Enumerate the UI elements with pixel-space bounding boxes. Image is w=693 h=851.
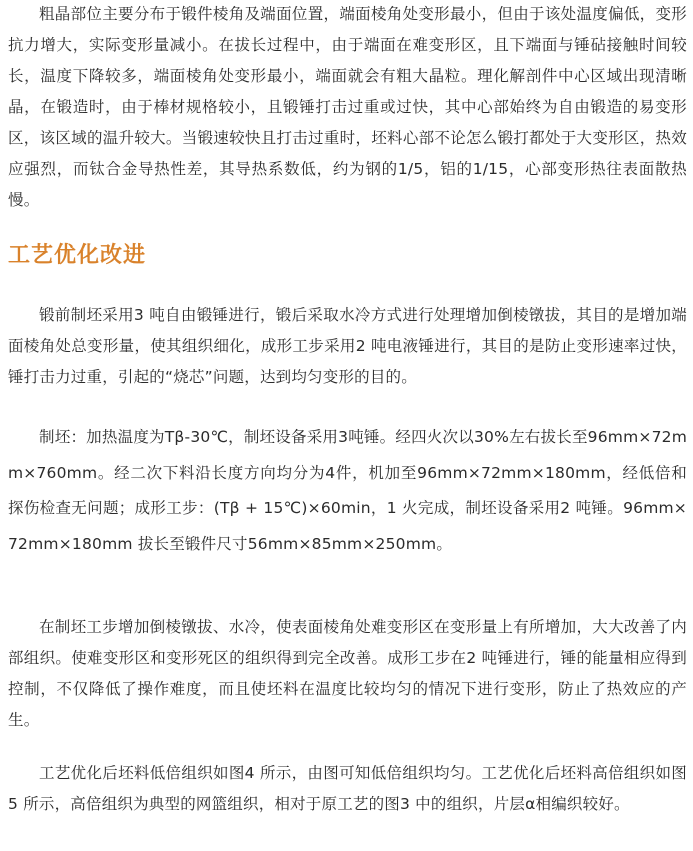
result-paragraph: 工艺优化后坯料低倍组织如图4 所示，由图可知低倍组织均匀。工艺优化后坯料高倍组织如图5 所示，高倍组织为典型的网篮组织，相对于原工艺的图3 中的组织，片层α相编织较好。 (8, 764, 687, 813)
improvement-paragraph: 在制坯工步增加倒棱镦拔、水冷，使表面棱角处难变形区在变形量上有所增加，大大改善了内部组织。使难变形区和变形死区的组织得到完全改善。成形工步在2 吨锤进行，锤的能量相应得到控制，不仅降低了操作难度，而且使坯料在温度比较均匀的情况下进行变形，防止了热效应的产生。 (8, 618, 687, 729)
intro-paragraph: 粗晶部位主要分布于锻件棱角及端面位置，端面棱角处变形最小，但由于该处温度偏低，变形抗力增大，实际变形量减小。在拔长过程中，由于端面在难变形区，且下端面与锤砧接触时间较长，温度下降较多，端面棱角处变形最小，端面就会有粗大晶粒。理化解剖件中心区域出现清晰晶，在锻造时，由于棒材规格较小，且锻锤打击过重或过快，其中心部始终为自由锻造的易变形区，该区域的温升较大。当锻速较快且打击过重时，坯料心部不论怎么锻打都处于大变形区，热效应强烈，而钛合金导热性差，其导热系数低，约为钢的1/5，铝的1/15，心部变形热往表面散热慢。 (8, 5, 687, 209)
billet-process-paragraph: 制坯：加热温度为Tβ-30℃，制坯设备采用3吨锤。经四火次以30%左右拔长至96mm×72mm×760mm。经二次下料沿长度方向均分为4件，机加至96mm×72mm×180mm，经低倍和探伤检查无问题；成形工步：(Tβ + 15℃)×60min，1 火完成，制坯设备采用2 吨锤。96mm×72mm×180mm 拔长至锻件尺寸56mm×85mm×250mm。 (8, 428, 687, 553)
forging-method-paragraph: 锻前制坯采用3 吨自由锻锤进行，锻后采取水冷方式进行处理增加倒棱镦拔，其目的是增加端面棱角处总变形量，使其组织细化，成形工步采用2 吨电液锤进行，其目的是防止变形速率过快，锤打击力过重，引起的“烧芯”问题，达到均匀变形的目的。 (8, 306, 687, 386)
section-heading: 工艺优化改进 (8, 243, 147, 268)
